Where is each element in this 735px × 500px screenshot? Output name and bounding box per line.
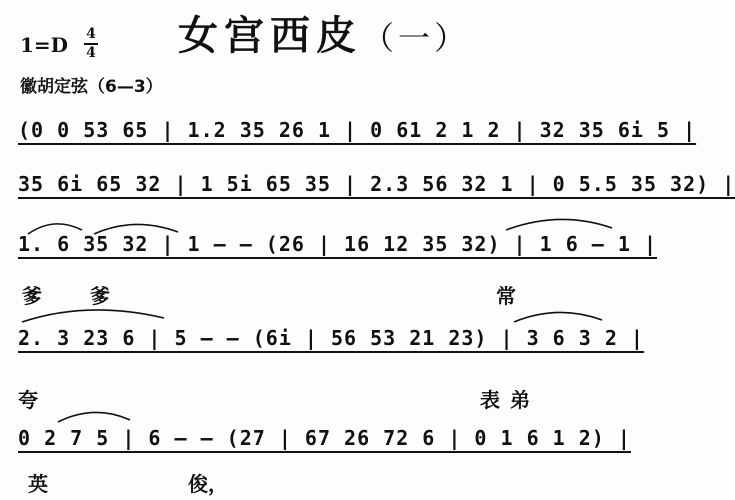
title-number: （一）	[362, 19, 471, 57]
lyric-word: 爹	[22, 284, 42, 308]
title-main: 女宫西皮	[178, 13, 362, 59]
tuning-note: 徽胡定弦（6—3）	[20, 77, 163, 97]
lyric-word: 夸	[18, 388, 38, 412]
lyrics-line-3	[18, 280, 620, 308]
lyric-word: 常	[496, 284, 516, 308]
score-line-3	[18, 232, 658, 266]
time-signature-top: 4	[86, 26, 96, 42]
score-line-4	[18, 326, 644, 360]
lyrics-line-4	[18, 384, 620, 412]
song-title	[178, 4, 470, 61]
lyrics-line-5	[18, 468, 620, 496]
key-signature: 1=D	[20, 33, 69, 57]
slur-line-3-b	[500, 212, 620, 234]
score-line-2	[18, 172, 735, 206]
notation-line-1: (0 0 53 65 | 1.2 35 26 1 | 0 61 2 1 2 | 32 35 6i 5 |	[18, 118, 697, 142]
lyric-word: 俊，	[188, 472, 228, 496]
score-line-5	[18, 426, 631, 460]
lyric-word: 表弟	[480, 388, 540, 412]
score-line-1	[18, 118, 697, 152]
lyric-word: 英	[28, 472, 48, 496]
notation-line-4: 2. 3 23 6 | 5 — — (6i | 56 53 21 23) | 3 6 3 2 |	[18, 326, 644, 350]
lyric-word: 爹	[90, 284, 110, 308]
notation-line-2: 35 6i 65 32 | 1 5i 65 35 | 2.3 56 32 1 | 0 5.5 35 32) |	[18, 172, 735, 196]
notation-line-5: 0 2 7 5 | 6 — — (27 | 67 26 72 6 | 0 1 6 1 2) |	[18, 426, 631, 450]
time-signature	[84, 27, 98, 61]
time-signature-bottom: 4	[86, 44, 96, 61]
notation-line-3: 1. 6 35 32 | 1 — — (26 | 16 12 35 32) | 1 6 — 1 |	[18, 232, 658, 256]
